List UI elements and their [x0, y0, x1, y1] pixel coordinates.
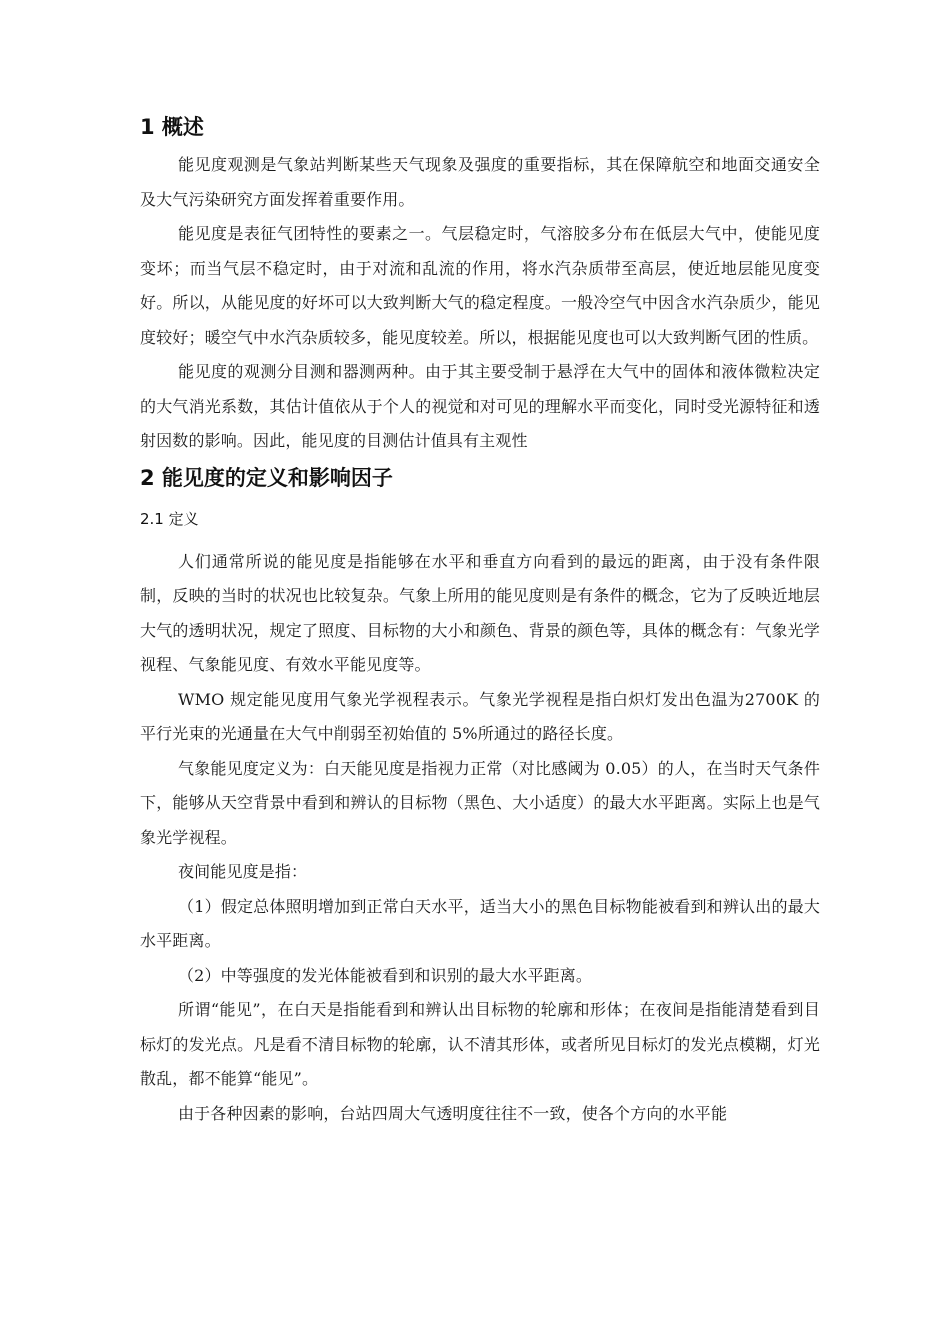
paragraph: WMO 规定能见度用气象光学视程表示。气象光学视程是指白炽灯发出色温为2700K 的平行光束的光通量在大气中削弱至初始值的 5%所通过的路径长度。 [140, 689, 820, 743]
paragraph: 夜间能见度是指： [178, 862, 308, 881]
paragraph: 能见度的观测分目测和器测两种。由于其主要受制于悬浮在大气中的固体和液体微粒决定的大气消光系数，其估计值依从于个人的视觉和对可见的理解水平而变化，同时受光源特征和透射因数的影响。因此，能见度的目测估计值具有主观性 [140, 362, 820, 450]
section-1-heading: 1 概述 [140, 115, 204, 139]
subsection-2-1-heading: 2.1 定义 [140, 509, 199, 528]
paragraph: （1）假定总体照明增加到正常白天水平，适当大小的黑色目标物能被看到和辨认出的最大水平距离。 [140, 896, 820, 950]
paragraph: 气象能见度定义为：白天能见度是指视力正常（对比感阈为 0.05）的人，在当时天气条件下，能够从天空背景中看到和辨认的目标物（黑色、大小适度）的最大水平距离。实际上也是气象光学视程。 [140, 758, 820, 847]
paragraph: （2）中等强度的发光体能被看到和识别的最大水平距离。 [178, 965, 593, 985]
paragraph: 能见度是表征气团特性的要素之一。气层稳定时，气溶胶多分布在低层大气中，使能见度变坏；而当气层不稳定时，由于对流和乱流的作用，将水汽杂质带至高层，使近地层能见度变好。所以，从能见度的好坏可以大致判断大气的稳定程度。一般冷空气中因含水汽杂质少，能见度较好；暖空气中水汽杂质较多，能见度较差。所以，根据能见度也可以大致判断气团的性质。 [140, 224, 820, 347]
document-body [140, 112, 820, 1131]
paragraph: 能见度观测是气象站判断某些天气现象及强度的重要指标，其在保障航空和地面交通安全及大气污染研究方面发挥着重要作用。 [140, 155, 820, 209]
section-2-heading: 2 能见度的定义和影响因子 [140, 465, 393, 490]
paragraph: 人们通常所说的能见度是指能够在水平和垂直方向看到的最远的距离，由于没有条件限制，反映的当时的状况也比较复杂。气象上所用的能见度则是有条件的概念，它为了反映近地层大气的透明状况，规定了照度、目标物的大小和颜色、背景的颜色等，具体的概念有：气象光学视程、气象能见度、有效水平能见度等。 [140, 551, 820, 674]
paragraph: 由于各种因素的影响，台站四周大气透明度往往不一致，使各个方向的水平能 [178, 1103, 728, 1123]
paragraph: 所谓“能见”，在白天是指能看到和辨认出目标物的轮廓和形体；在夜间是指能清楚看到目标灯的发光点。凡是看不清目标物的轮廓，认不清其形体，或者所见目标灯的发光点模糊，灯光散乱，都不能算“能见”。 [140, 1000, 820, 1088]
